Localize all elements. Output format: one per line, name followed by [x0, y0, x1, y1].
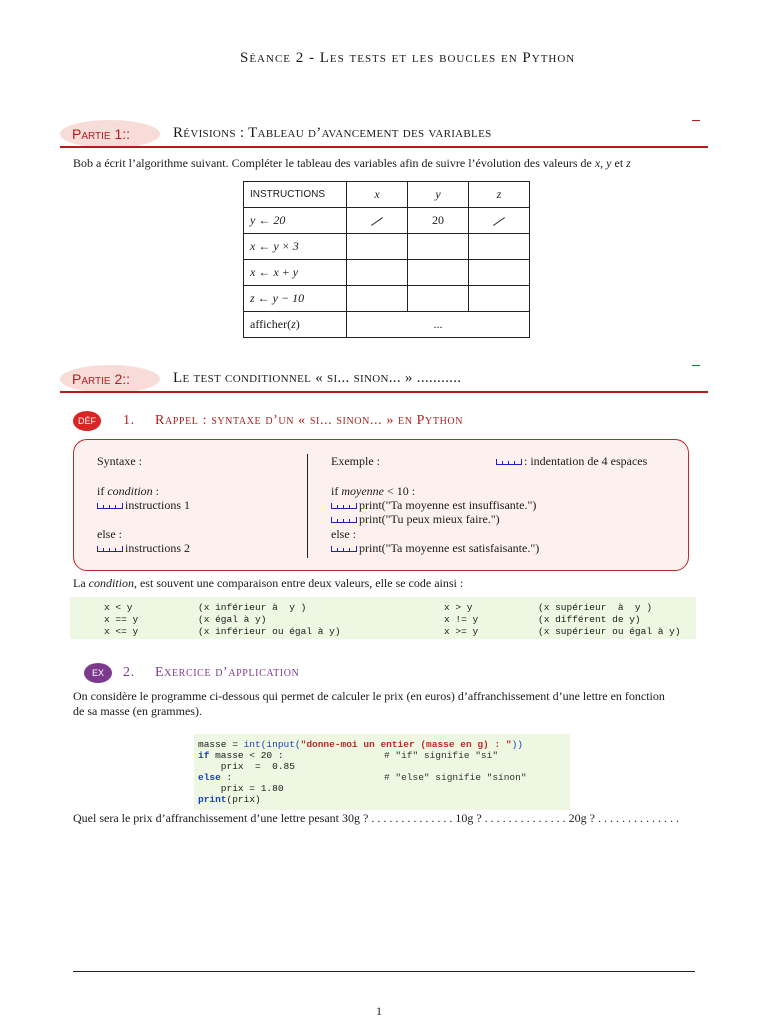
code-comment-else: # "else" signifie "sinon": [384, 772, 527, 783]
comparison-meaning: (x supérieur à y ): [538, 602, 653, 613]
indent-icon: [97, 546, 123, 552]
partie-1-tick: [692, 120, 700, 121]
comparison-meaning: (x égal à y): [198, 614, 267, 625]
subsection-2-number: 2.: [123, 665, 135, 680]
comparison-meaning: (x différent de y): [538, 614, 641, 625]
code-line-4: else :: [198, 772, 233, 783]
syntax-instr1-line: instructions 1: [97, 498, 190, 513]
indent-note: : indentation de 4 espaces: [496, 454, 647, 469]
indent-icon: [331, 546, 357, 552]
variables-table: [243, 181, 530, 338]
definition-badge: DÉF: [73, 411, 101, 431]
example-print1-line: print("Ta moyenne est insuffisante."): [331, 498, 536, 513]
cell-x[interactable]: [347, 234, 408, 260]
exercise-intro-line-1: On considère le programme ci-dessous qui permet de calculer le prix (en euros) d’affranchissement d’une lettre en fonction: [73, 689, 665, 703]
exercise-badge: EX: [84, 663, 112, 683]
table-row: [244, 286, 530, 312]
comparison-code: x >= y: [444, 626, 479, 637]
footer-rule: [73, 971, 695, 972]
table-row: [244, 312, 530, 338]
exercise-intro-line-2: de sa masse (en grammes).: [73, 704, 202, 718]
row-instruction: afficher(z): [244, 312, 347, 338]
subsection-2-heading: [84, 663, 484, 687]
subsection-1-title: Rappel : syntaxe d’un « si... sinon... » en Python: [155, 413, 464, 428]
partie-2-heading: [60, 365, 708, 397]
partie-1-title: Révisions : Tableau d’avancement des variables: [173, 125, 492, 141]
comparison-code: x < y: [104, 602, 133, 613]
comparison-code: x <= y: [104, 626, 139, 637]
comparison-meaning: (x inférieur à y ): [198, 602, 307, 613]
table-header-row: [244, 182, 530, 208]
comparison-meaning: (x inférieur ou égal à y): [198, 626, 341, 637]
cell-y[interactable]: [408, 286, 469, 312]
cell-z[interactable]: [469, 208, 530, 234]
code-line-6: print(prix): [198, 794, 261, 805]
cell-y[interactable]: [408, 234, 469, 260]
comparison-code: x == y: [104, 614, 139, 625]
comparison-meaning: (x supérieur ou égal à y): [538, 626, 681, 637]
cell-z[interactable]: [469, 260, 530, 286]
cell-x[interactable]: [347, 208, 408, 234]
row-instruction: x ← x + y: [244, 260, 347, 286]
comparison-code: x > y: [444, 602, 473, 613]
exercise-question: Quel sera le prix d’affranchissement d’une lettre pesant 30g ? . . . . . . . . . . . . . . 10g ? . . . . . . . . . . . . . . 20g ? . . . . . . . . . . . . . .: [73, 811, 679, 825]
code-line-2: if masse < 20 :: [198, 750, 284, 761]
header-y: y: [408, 182, 469, 208]
syntax-box: [73, 439, 689, 571]
partie-2-rule: [60, 391, 708, 393]
partie-2-label: Partie 2::: [72, 371, 131, 387]
row-instruction: x ← y × 3: [244, 234, 347, 260]
example-print2-line: print("Tu peux mieux faire."): [331, 512, 500, 527]
example-if-line: if moyenne < 10 :: [331, 484, 416, 498]
partie-1-label: Partie 1::: [72, 126, 131, 142]
example-heading: Exemple :: [331, 454, 380, 468]
python-code-block: [194, 734, 570, 810]
merged-output-cell[interactable]: ...: [347, 312, 530, 338]
empty-slash-icon: [371, 217, 383, 226]
empty-slash-icon: [493, 217, 505, 226]
partie-1-intro: Bob a écrit l’algorithme suivant. Compléter le tableau des variables afin de suivre l’évolution des valeurs de x, y et z: [73, 156, 631, 170]
row-instruction: z ← y − 10: [244, 286, 347, 312]
table-row: [244, 208, 530, 234]
code-line-3: prix = 0.85: [198, 761, 295, 772]
subsection-1-number: 1.: [123, 413, 135, 428]
comparison-code: x != y: [444, 614, 479, 625]
partie-2-tick: [692, 365, 700, 366]
cell-x[interactable]: [347, 286, 408, 312]
page-number: 1: [376, 1004, 382, 1018]
indent-icon: [331, 503, 357, 509]
syntax-else-line: else :: [97, 527, 122, 541]
indent-icon: [496, 459, 522, 465]
row-instruction: y ← 20: [244, 208, 347, 234]
partie-1-heading: [60, 120, 708, 152]
example-else-line: else :: [331, 527, 356, 541]
code-line-5: prix = 1.80: [198, 783, 284, 794]
table-row: [244, 260, 530, 286]
partie-2-title: Le test conditionnel « si... sinon... » ...........: [173, 370, 462, 386]
cell-z[interactable]: [469, 286, 530, 312]
header-z: z: [469, 182, 530, 208]
example-print3-line: print("Ta moyenne est satisfaisante."): [331, 541, 539, 556]
code-comment-if: # "if" signifie "si": [384, 750, 499, 761]
document-title: Séance 2 - Les tests et les boucles en Python: [240, 50, 576, 66]
syntax-heading: Syntaxe :: [97, 454, 142, 468]
indent-icon: [97, 503, 123, 509]
cell-z[interactable]: [469, 234, 530, 260]
subsection-2-title: Exercice d’application: [155, 665, 300, 680]
partie-1-rule: [60, 146, 708, 148]
cell-y[interactable]: [408, 260, 469, 286]
indent-icon: [331, 517, 357, 523]
header-instructions: INSTRUCTIONS: [244, 182, 347, 208]
header-x: x: [347, 182, 408, 208]
cell-y[interactable]: 20: [408, 208, 469, 234]
subsection-1-heading: [73, 411, 573, 435]
syntax-instr2-line: instructions 2: [97, 541, 190, 556]
cell-x[interactable]: [347, 260, 408, 286]
table-row: [244, 234, 530, 260]
comparison-intro: La condition, est souvent une comparaison entre deux valeurs, elle se code ainsi :: [73, 576, 464, 590]
column-divider: [307, 454, 308, 558]
code-line-1: masse = int(input("donne-moi un entier (masse en g) : ")): [198, 739, 523, 750]
syntax-if-line: if condition :: [97, 484, 160, 498]
comparison-box: [70, 597, 696, 639]
